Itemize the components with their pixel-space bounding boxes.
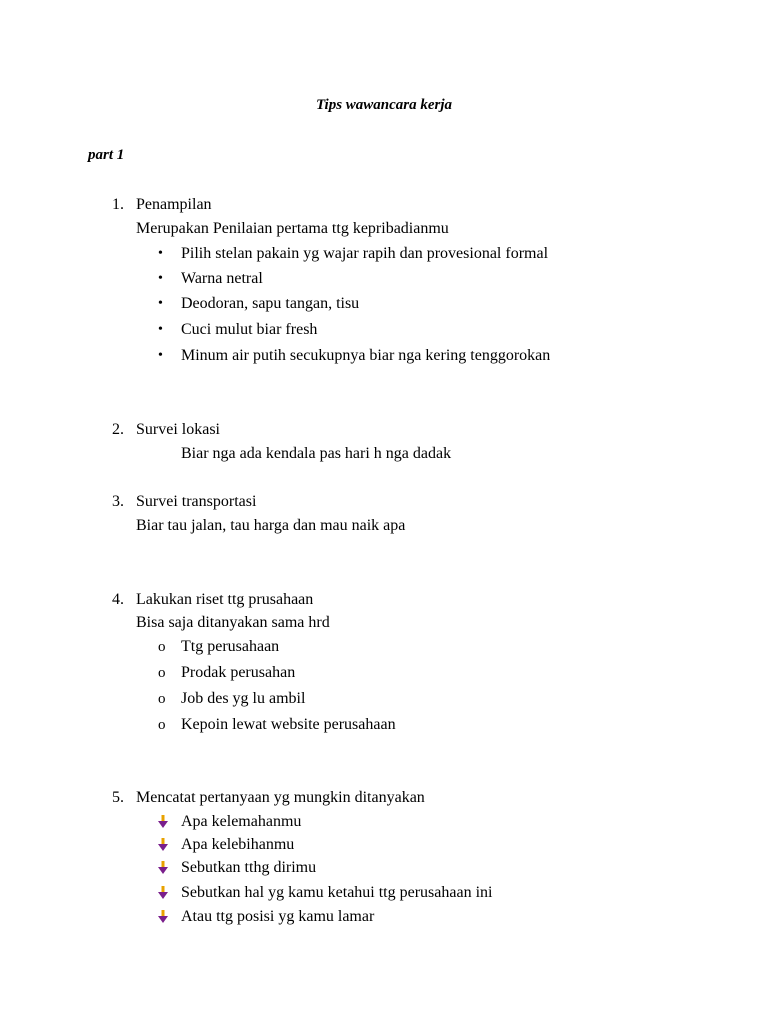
circle-bullet: o [158, 691, 166, 707]
arrow-bullet-icon [157, 910, 169, 924]
list-item: Sebutkan tthg dirimu [181, 859, 317, 876]
disc-bullet: • [158, 271, 163, 286]
section-3-heading: Survei transportasi [136, 493, 257, 510]
circle-bullet: o [158, 717, 166, 733]
list-item: Atau ttg posisi yg kamu lamar [181, 908, 375, 925]
section-3-note: Biar tau jalan, tau harga dan mau naik apa [136, 517, 406, 534]
part-label: part 1 [88, 147, 125, 163]
section-5-number: 5. [112, 789, 124, 806]
arrow-bullet-icon [157, 886, 169, 900]
list-item: Warna netral [181, 270, 263, 287]
section-1-heading: Penampilan [136, 196, 212, 213]
section-3-number: 3. [112, 493, 124, 510]
list-item: Cuci mulut biar fresh [181, 321, 318, 338]
document-title: Tips wawancara kerja [315, 97, 453, 113]
list-item: Apa kelemahanmu [181, 813, 302, 830]
circle-bullet: o [158, 639, 166, 655]
section-5-heading: Mencatat pertanyaan yg mungkin ditanyakan [136, 789, 425, 806]
list-item: Kepoin lewat website perusahaan [181, 716, 396, 733]
list-item: Pilih stelan pakain yg wajar rapih dan provesional formal [181, 245, 549, 262]
disc-bullet: • [158, 348, 163, 363]
section-1-note: Merupakan Penilaian pertama ttg kepribadianmu [136, 220, 449, 237]
circle-bullet: o [158, 665, 166, 681]
section-2-note: Biar nga ada kendala pas hari h nga dadak [181, 445, 452, 462]
section-2-number: 2. [112, 421, 124, 438]
section-1-number: 1. [112, 196, 124, 213]
section-4-heading: Lakukan riset ttg prusahaan [136, 591, 314, 608]
arrow-bullet-icon [157, 861, 169, 875]
list-item: Prodak perusahan [181, 664, 296, 681]
arrow-bullet-icon [157, 838, 169, 852]
list-item: Sebutkan hal yg kamu ketahui ttg perusahaan ini [181, 884, 493, 901]
list-item: Minum air putih secukupnya biar nga kering tenggorokan [181, 347, 551, 364]
list-item: Apa kelebihanmu [181, 836, 295, 853]
section-2-heading: Survei lokasi [136, 421, 220, 438]
section-4-number: 4. [112, 591, 124, 608]
disc-bullet: • [158, 322, 163, 337]
list-item: Ttg perusahaan [181, 638, 280, 655]
section-4-note: Bisa saja ditanyakan sama hrd [136, 614, 330, 631]
list-item: Job des yg lu ambil [181, 690, 306, 707]
disc-bullet: • [158, 246, 163, 261]
disc-bullet: • [158, 296, 163, 311]
list-item: Deodoran, sapu tangan, tisu [181, 295, 360, 312]
arrow-bullet-icon [157, 815, 169, 829]
